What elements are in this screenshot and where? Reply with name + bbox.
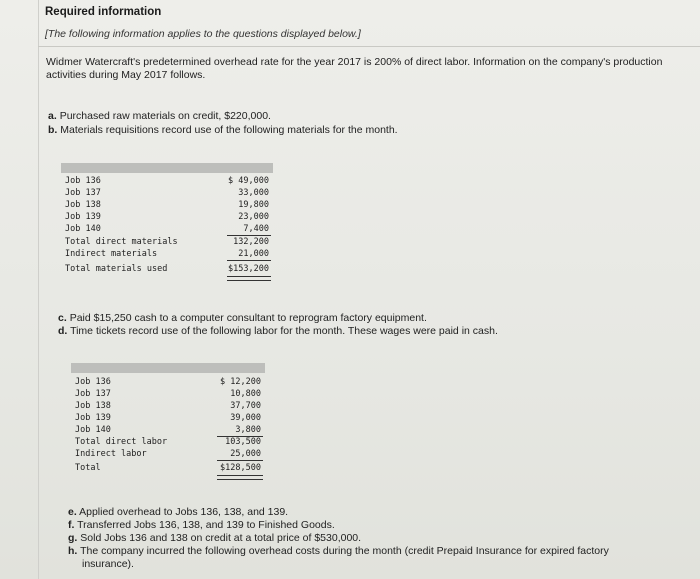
content-frame	[38, 0, 700, 579]
table-row: Job 137 33,000	[65, 188, 269, 198]
total-double-underline	[217, 475, 263, 480]
divider	[38, 46, 700, 47]
item-f: f. Transferred Jobs 136, 138, and 139 to Finished Goods.	[68, 519, 335, 531]
instruction-note: [The following information applies to the questions displayed below.]	[45, 28, 361, 40]
table-row: Indirect materials 21,000	[65, 249, 269, 259]
item-g: g. Sold Jobs 136 and 138 on credit at a total price of $530,000.	[68, 532, 362, 544]
table-row: Total materials used $153,200	[65, 264, 269, 274]
table-row: Job 138 19,800	[65, 200, 269, 210]
subtotal-underline	[217, 460, 263, 461]
table-row: Job 136 $ 49,000	[65, 176, 269, 186]
item-h: h. The company incurred the following overhead costs during the month (credit Prepaid Insurance for expired factory	[68, 545, 609, 557]
table-row: Job 137 10,800	[75, 389, 261, 399]
section-heading: Required information	[45, 6, 162, 18]
table-row: Job 139 23,000	[65, 212, 269, 222]
table-row: Job 140 3,800	[75, 425, 261, 435]
item-b: b. Materials requisitions record use of the following materials for the month.	[48, 124, 398, 136]
table-row: Job 136 $ 12,200	[75, 377, 261, 387]
table-row: Job 139 39,000	[75, 413, 261, 423]
table-header-bar	[71, 363, 265, 373]
item-a: a. Purchased raw materials on credit, $220,000.	[48, 110, 271, 122]
subtotal-underline	[227, 260, 271, 261]
table-row: Total direct labor 103,500	[75, 437, 261, 447]
table-row: Total $128,500	[75, 463, 261, 473]
intro-paragraph: Widmer Watercraft's predetermined overhead rate for the year 2017 is 200% of direct labor. Information on the company's production activities during May 2017 follows.	[46, 56, 663, 81]
item-e: e. Applied overhead to Jobs 136, 138, and 139.	[68, 506, 289, 518]
total-double-underline	[227, 276, 271, 281]
table-row: Indirect labor 25,000	[75, 449, 261, 459]
item-d: d. Time tickets record use of the following labor for the month. These wages were paid in cash.	[58, 325, 498, 337]
table-row: Job 138 37,700	[75, 401, 261, 411]
labor-table	[71, 363, 265, 483]
item-c: c. Paid $15,250 cash to a computer consultant to reprogram factory equipment.	[58, 312, 427, 324]
materials-table	[61, 163, 273, 283]
table-row: Total direct materials 132,200	[65, 237, 269, 247]
table-row: Job 140 7,400	[65, 224, 269, 234]
table-header-bar	[61, 163, 273, 173]
item-h-continued: insurance).	[82, 558, 134, 570]
